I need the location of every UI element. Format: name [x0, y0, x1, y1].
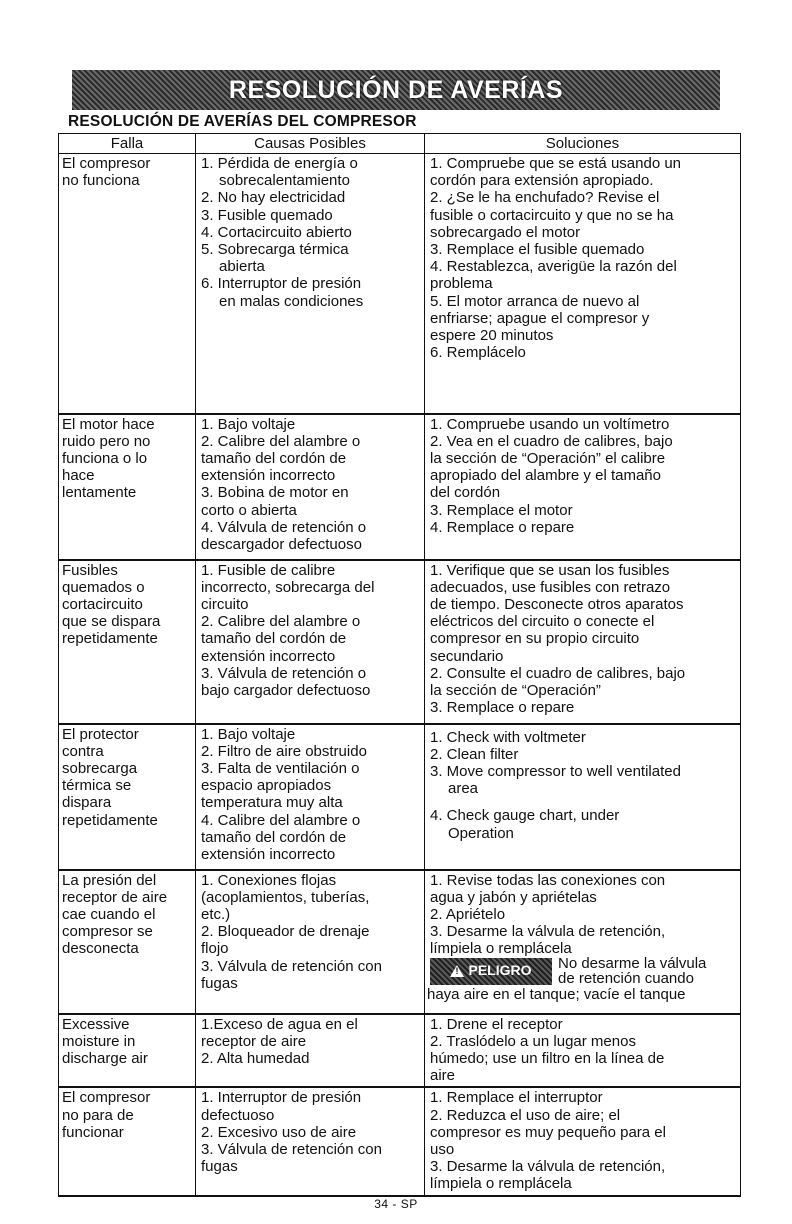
table-row — [59, 560, 741, 724]
cell-line: 5. Sobrecarga térmica — [201, 241, 349, 259]
cell-line: El motor hace — [62, 415, 155, 433]
cell-line: límpiela o remplácela — [430, 1175, 572, 1193]
cell-line: 4. Calibre del alambre o — [201, 811, 361, 829]
cell-line: 1.Exceso de agua en el — [201, 1015, 358, 1033]
table-row — [59, 1014, 741, 1088]
cell-line: hace — [62, 467, 95, 485]
cell-line: térmica se — [62, 777, 132, 795]
causas-cell — [196, 1087, 425, 1195]
cell-line: circuito — [201, 595, 249, 613]
cell-line: La presión del — [62, 871, 157, 889]
falla-cell — [59, 724, 196, 870]
cell-line: 1. Interruptor de presión — [201, 1089, 362, 1107]
cell-line: (acoplamientos, tuberías, — [201, 888, 370, 906]
cell-line: 2. Calibre del alambre o — [201, 613, 361, 631]
falla-cell — [59, 1087, 196, 1195]
soluciones-cell — [425, 1087, 741, 1195]
cell-line: 4. Válvula de retención o — [201, 518, 367, 536]
cell-line: moisture in — [62, 1032, 136, 1050]
cell-line: fugas — [201, 1158, 238, 1176]
banner-title: RESOLUCIÓN DE AVERÍAS — [228, 75, 564, 104]
cell-line: etc.) — [201, 905, 231, 923]
falla-cell — [59, 560, 196, 724]
cell-line: 1. Revise todas las conexiones con — [430, 871, 666, 889]
cell-line: 5. El motor arranca de nuevo al — [430, 292, 640, 310]
peligro-badge — [430, 958, 552, 985]
cell-line: repetidamente — [62, 811, 158, 829]
cell-line: problema — [430, 275, 493, 293]
causas-cell — [196, 1014, 425, 1088]
soluciones-cell — [425, 870, 741, 1014]
cell-line: 1. Drene el receptor — [430, 1015, 563, 1033]
cell-line: cae cuando el — [62, 905, 156, 923]
soluciones-cell — [425, 1014, 741, 1088]
cell-line: sobrecarga — [62, 759, 138, 777]
header-falla: Falla — [59, 134, 196, 154]
cell-line: espere 20 minutos — [430, 327, 554, 345]
cell-line: 4. Remplace o repare — [430, 518, 575, 536]
cell-line: 2. Filtro de aire obstruido — [201, 742, 367, 760]
cell-line: extensión incorrecto — [201, 845, 336, 863]
cell-line: 3. Válvula de retención con — [201, 1140, 382, 1158]
cell-line: 3. Fusible quemado — [201, 206, 333, 224]
cell-line: 4. Check gauge chart, under — [430, 807, 620, 825]
cell-line: flojo — [201, 940, 229, 958]
cell-line: 3. Remplace el fusible quemado — [430, 241, 645, 259]
cell-line: descargador defectuoso — [201, 535, 362, 553]
cell-line: sobrecargado el motor — [430, 223, 581, 241]
cell-line: Fusibles — [62, 561, 118, 579]
falla-cell — [59, 870, 196, 1014]
cell-line: funcionar — [62, 1123, 124, 1141]
cell-line: la sección de “Operación” — [430, 681, 601, 699]
cell-line: 1. Bajo voltaje — [201, 415, 296, 433]
cell-line: 6. Interruptor de presión — [201, 275, 362, 293]
cell-line: funciona o lo — [62, 449, 148, 467]
cell-line: compresor en su propio circuito — [430, 630, 640, 648]
cell-line: El compresor — [62, 1089, 151, 1107]
cell-line: 3. Válvula de retención con — [201, 957, 382, 975]
cell-line: eléctricos del circuito o conecte el — [430, 613, 655, 631]
cell-line: extensión incorrecto — [201, 467, 336, 485]
table-row — [59, 414, 741, 560]
troubleshooting-table — [58, 133, 741, 1197]
cell-line: compresor se — [62, 923, 153, 941]
cell-line: ruido pero no — [62, 432, 151, 450]
cell-line: quemados o — [62, 578, 145, 596]
cell-line: cortacircuito — [62, 595, 143, 613]
cell-line: no para de — [62, 1106, 134, 1124]
cell-line: compresor es muy pequeño para el — [430, 1123, 666, 1141]
cell-line: 3. Move compressor to well ventilated — [430, 762, 681, 780]
cell-line: adecuados, use fusibles con retrazo — [430, 578, 671, 596]
page-banner — [72, 70, 720, 110]
cell-line: secundario — [430, 647, 504, 665]
cell-line: 2. No hay electricidad — [201, 189, 346, 207]
cell-line: 1. Compruebe que se está usando un — [430, 155, 682, 172]
cell-line: 1. Pérdida de energía o — [201, 155, 358, 172]
causas-cell — [196, 414, 425, 560]
cell-line: Operation — [448, 824, 514, 842]
cell-line: 2. Reduzca el uso de aire; el — [430, 1106, 621, 1124]
header-soluciones: Soluciones — [425, 134, 741, 154]
cell-line: no funciona — [62, 172, 140, 190]
falla-cell — [59, 1014, 196, 1088]
cell-line: enfriarse; apague el compresor y — [430, 309, 650, 327]
cell-line: espacio apropiados — [201, 777, 332, 795]
falla-cell — [59, 414, 196, 560]
warning-continuation: haya aire en el tanque; vacíe el tanque — [427, 985, 686, 1003]
cell-line: en malas condiciones — [219, 292, 364, 310]
falla-cell — [59, 154, 196, 414]
cell-line: húmedo; use un filtro en la línea de — [430, 1049, 665, 1067]
cell-line: incorrecto, sobrecarga del — [201, 578, 375, 596]
cell-line: El protector — [62, 725, 139, 743]
cell-line: 1. Fusible de calibre — [201, 561, 336, 579]
cell-line: receptor de aire — [201, 1032, 307, 1050]
cell-line: sobrecalentamiento — [219, 172, 350, 190]
cell-line: area — [448, 780, 479, 798]
cell-line: lentamente — [62, 484, 137, 502]
cell-line: del cordón — [430, 484, 501, 502]
cell-line: discharge air — [62, 1049, 148, 1067]
cell-line: 2. Bloqueador de drenaje — [201, 923, 370, 941]
warning-line: No desarme la válvula — [558, 954, 707, 972]
cell-line: 2. Clean filter — [430, 745, 519, 763]
cell-line: Excessive — [62, 1015, 130, 1033]
cell-line: fusible o cortacircuito y que no se ha — [430, 206, 674, 224]
cell-line: temperatura muy alta — [201, 794, 343, 812]
cell-line: tamaño del cordón de — [201, 828, 347, 846]
cell-line: la sección de “Operación” el calibre — [430, 449, 666, 467]
causas-cell — [196, 870, 425, 1014]
page-number: 34 - SP — [374, 1197, 418, 1211]
cell-line: dispara — [62, 794, 112, 812]
cell-line: agua y jabón y apriételas — [430, 888, 597, 906]
cell-line: 1. Remplace el interruptor — [430, 1089, 603, 1107]
soluciones-cell — [425, 560, 741, 724]
cell-line: tamaño del cordón de — [201, 449, 347, 467]
cell-line: 4. Cortacircuito abierto — [201, 223, 352, 241]
cell-line: receptor de aire — [62, 888, 168, 906]
cell-line: 4. Restablezca, averigüe la razón del — [430, 258, 677, 276]
cell-line: uso — [430, 1140, 455, 1158]
cell-line: defectuoso — [201, 1106, 275, 1124]
section-title: RESOLUCIÓN DE AVERÍAS DEL COMPRESOR — [68, 113, 417, 130]
cell-line: 2. Apriételo — [430, 905, 506, 923]
cell-line: 2. Consulte el cuadro de calibres, bajo — [430, 664, 686, 682]
soluciones-cell — [425, 724, 741, 870]
cell-line: 1. Check with voltmeter — [430, 728, 586, 746]
cell-line: 1. Bajo voltaje — [201, 725, 296, 743]
cell-line: cordón para extensión apropiado. — [430, 172, 654, 190]
cell-line: 3. Desarme la válvula de retención, — [430, 923, 666, 941]
cell-line: 3. Bobina de motor en — [201, 484, 349, 502]
cell-line: aire — [430, 1067, 456, 1085]
cell-line: contra — [62, 742, 104, 760]
warning-text — [558, 956, 706, 986]
table-row — [59, 1087, 741, 1195]
cell-line: 1. Verifique que se usan los fusibles — [430, 561, 670, 579]
cell-line: 3. Desarme la válvula de retención, — [430, 1158, 666, 1176]
cell-line: tamaño del cordón de — [201, 630, 347, 648]
cell-line: 1. Conexiones flojas — [201, 871, 337, 889]
table-row — [59, 724, 741, 870]
cell-line: extensión incorrecto — [201, 647, 336, 665]
soluciones-cell — [425, 414, 741, 560]
warning-block — [430, 954, 738, 987]
cell-line: abierta — [219, 258, 265, 276]
cell-line: 2. ¿Se le ha enchufado? Revise el — [430, 189, 660, 207]
cell-line: 2. Traslódelo a un lugar menos — [430, 1032, 636, 1050]
header-causas: Causas Posibles — [196, 134, 425, 154]
cell-line: corto o abierta — [201, 501, 297, 519]
warning-triangle-icon — [450, 965, 464, 977]
cell-line: que se dispara — [62, 613, 161, 631]
peligro-label: PELIGRO — [468, 962, 532, 979]
cell-line: 2. Alta humedad — [201, 1049, 310, 1067]
cell-line: límpiela o remplácela — [430, 940, 572, 958]
cell-line: 2. Vea en el cuadro de calibres, bajo — [430, 432, 673, 450]
cell-line: 6. Remplácelo — [430, 344, 526, 362]
cell-line: 2. Excesivo uso de aire — [201, 1123, 357, 1141]
cell-line: 1. Compruebe usando un voltímetro — [430, 415, 670, 433]
table-header-row — [59, 134, 741, 154]
cell-line: fugas — [201, 974, 238, 992]
cell-line: El compresor — [62, 155, 151, 172]
causas-cell — [196, 154, 425, 414]
cell-line: apropiado del alambre y el tamaño — [430, 467, 661, 485]
warning-line: de retención cuando — [558, 969, 694, 987]
cell-line: de tiempo. Desconecte otros aparatos — [430, 595, 684, 613]
cell-line: 3. Falta de ventilación o — [201, 759, 360, 777]
table-row — [59, 870, 741, 1014]
cell-line: 3. Válvula de retención o — [201, 664, 367, 682]
causas-cell — [196, 560, 425, 724]
cell-line: bajo cargador defectuoso — [201, 681, 371, 699]
table-row — [59, 154, 741, 414]
soluciones-cell — [425, 154, 741, 414]
cell-line: 3. Remplace o repare — [430, 699, 575, 717]
cell-line: 3. Remplace el motor — [430, 501, 573, 519]
cell-line: desconecta — [62, 940, 139, 958]
causas-cell — [196, 724, 425, 870]
cell-line: repetidamente — [62, 630, 158, 648]
cell-line: 2. Calibre del alambre o — [201, 432, 361, 450]
